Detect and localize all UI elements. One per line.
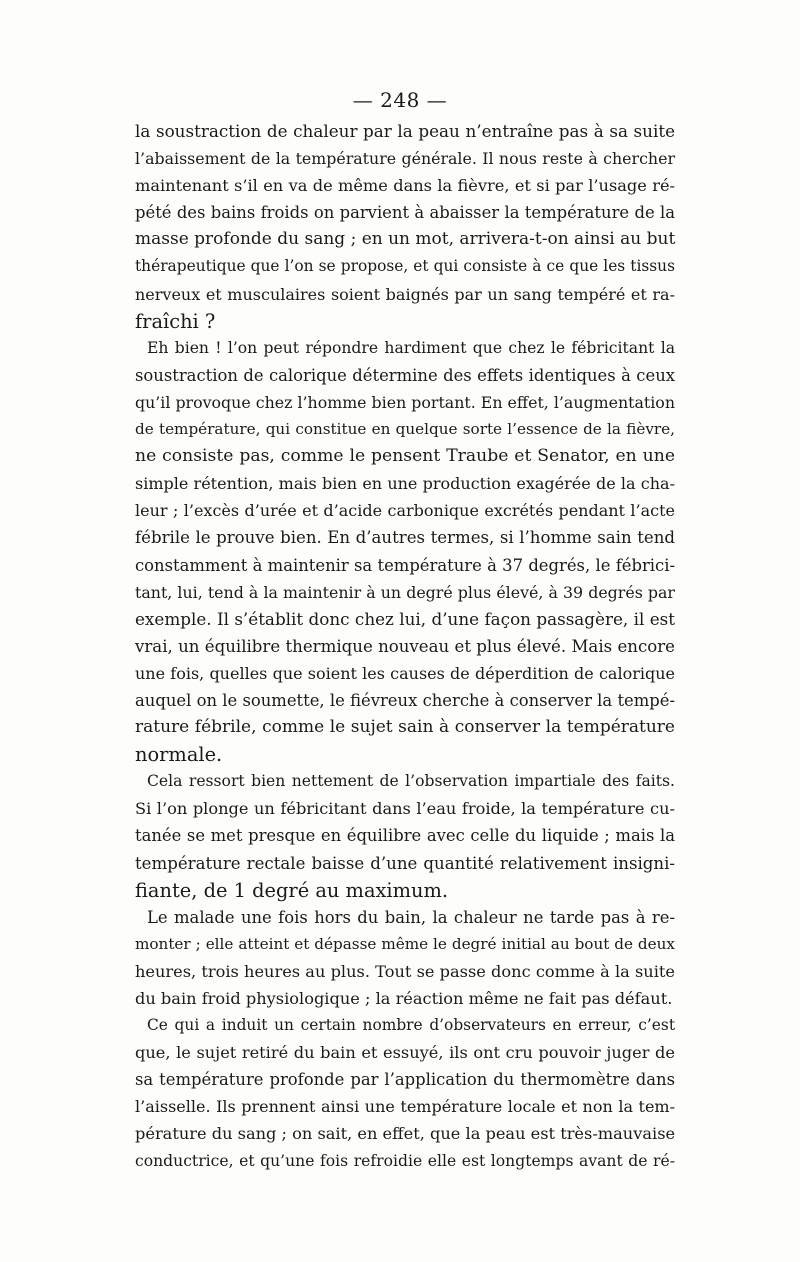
text-line: fraîchi ? <box>135 309 216 333</box>
text-line: Eh bien ! l’on peut répondre hardiment que chez le fébricitant la <box>147 338 675 357</box>
text-line: ne consiste pas, comme le pensent Traube et Senator, en une <box>135 446 675 467</box>
text-line: Cela ressort bien nettement de l’observation impartiale des faits. <box>147 772 675 791</box>
paragraph <box>135 118 675 335</box>
text-line: de température, qui constitue en quelque sorte l’essence de la fièvre, <box>135 420 675 439</box>
text-line: une fois, quelles que soient les causes de déperdition de calorique <box>135 663 675 683</box>
text-line: Si l’on plonge un fébricitant dans l’eau froide, la température cu- <box>135 799 675 819</box>
paragraph <box>135 768 675 903</box>
text-line: Ce qui a induit un certain nombre d’observateurs en erreur, c’est <box>147 1016 675 1035</box>
paragraph <box>135 1012 675 1175</box>
text-line: rature fébrile, comme le sujet sain à conserver la température <box>135 717 675 738</box>
text-line: pété des bains froids on parvient à abaisser la température de la <box>135 203 675 223</box>
text-line: l’abaissement de la température générale. Il nous reste à chercher <box>135 149 675 169</box>
text-line: sa température profonde par l’application du thermomètre dans <box>135 1070 675 1090</box>
page-number: — 248 — <box>352 88 448 112</box>
text-line: tanée se met presque en équilibre avec celle du liquide ; mais la <box>135 826 675 846</box>
text-line: normale. <box>135 743 223 767</box>
text-line: exemple. Il s’établit donc chez lui, d’une façon passagère, il est <box>135 608 675 629</box>
text-line: thérapeutique que l’on se propose, et qui consiste à ce que les tissus <box>135 257 675 276</box>
text-line: pérature du sang ; on sait, en effet, que la peau est très-mauvaise <box>135 1124 676 1144</box>
text-line: vrai, un équilibre thermique nouveau et plus élevé. Mais encore <box>135 636 675 656</box>
text-line: leur ; l’excès d’urée et d’acide carbonique excrétés pendant l’acte <box>135 501 675 521</box>
text-line: nerveux et musculaires soient baignés par un sang tempéré et ra- <box>135 284 675 304</box>
text-line: masse profonde du sang ; en un mot, arrivera-t-on ainsi au but <box>135 229 676 250</box>
text-line: qu’il provoque chez l’homme bien portant. En effet, l’augmentation <box>135 392 675 412</box>
text-line: auquel on le soumette, le fiévreux cherche à conserver la tempé- <box>135 690 675 710</box>
text-line: constamment à maintenir sa température à 37 degrés, le fébrici- <box>135 555 675 575</box>
text-line: monter ; elle atteint et dépasse même le degré initial au bout de deux <box>135 934 675 953</box>
text-line: soustraction de calorique détermine des effets identiques à ceux <box>135 365 675 385</box>
text-line: que, le sujet retiré du bain et essuyé, ils ont cru pouvoir juger de <box>135 1043 675 1063</box>
text-line: heures, trois heures au plus. Tout se passe donc comme à la suite <box>135 961 675 981</box>
text-line: du bain froid physiologique ; la réaction même ne fait pas défaut. <box>135 989 673 1008</box>
text-line: conductrice, et qu’une fois refroidie elle est longtemps avant de ré- <box>135 1151 675 1170</box>
body-text <box>135 118 675 1175</box>
paragraph <box>135 904 675 1012</box>
text-line: simple rétention, mais bien en une production exagérée de la cha- <box>135 474 675 494</box>
text-line: température rectale baisse d’une quantité relativement insigni- <box>135 853 675 873</box>
text-line: l’aisselle. Ils prennent ainsi une température locale et non la tem- <box>135 1097 675 1117</box>
paragraph <box>135 335 675 769</box>
text-line: tant, lui, tend à la maintenir à un degré plus élevé, à 39 degrés par <box>135 582 675 602</box>
text-line: fébrile le prouve bien. En d’autres termes, si l’homme sain tend <box>135 528 675 548</box>
text-line: fiante, de 1 degré au maximum. <box>135 878 449 902</box>
text-line: la soustraction de chaleur par la peau n’entraîne pas à sa suite <box>135 121 675 141</box>
text-line: maintenant s’il en va de même dans la fièvre, et si par l’usage ré- <box>135 176 675 196</box>
text-line: Le malade une fois hors du bain, la chaleur ne tarde pas à re- <box>147 907 675 927</box>
